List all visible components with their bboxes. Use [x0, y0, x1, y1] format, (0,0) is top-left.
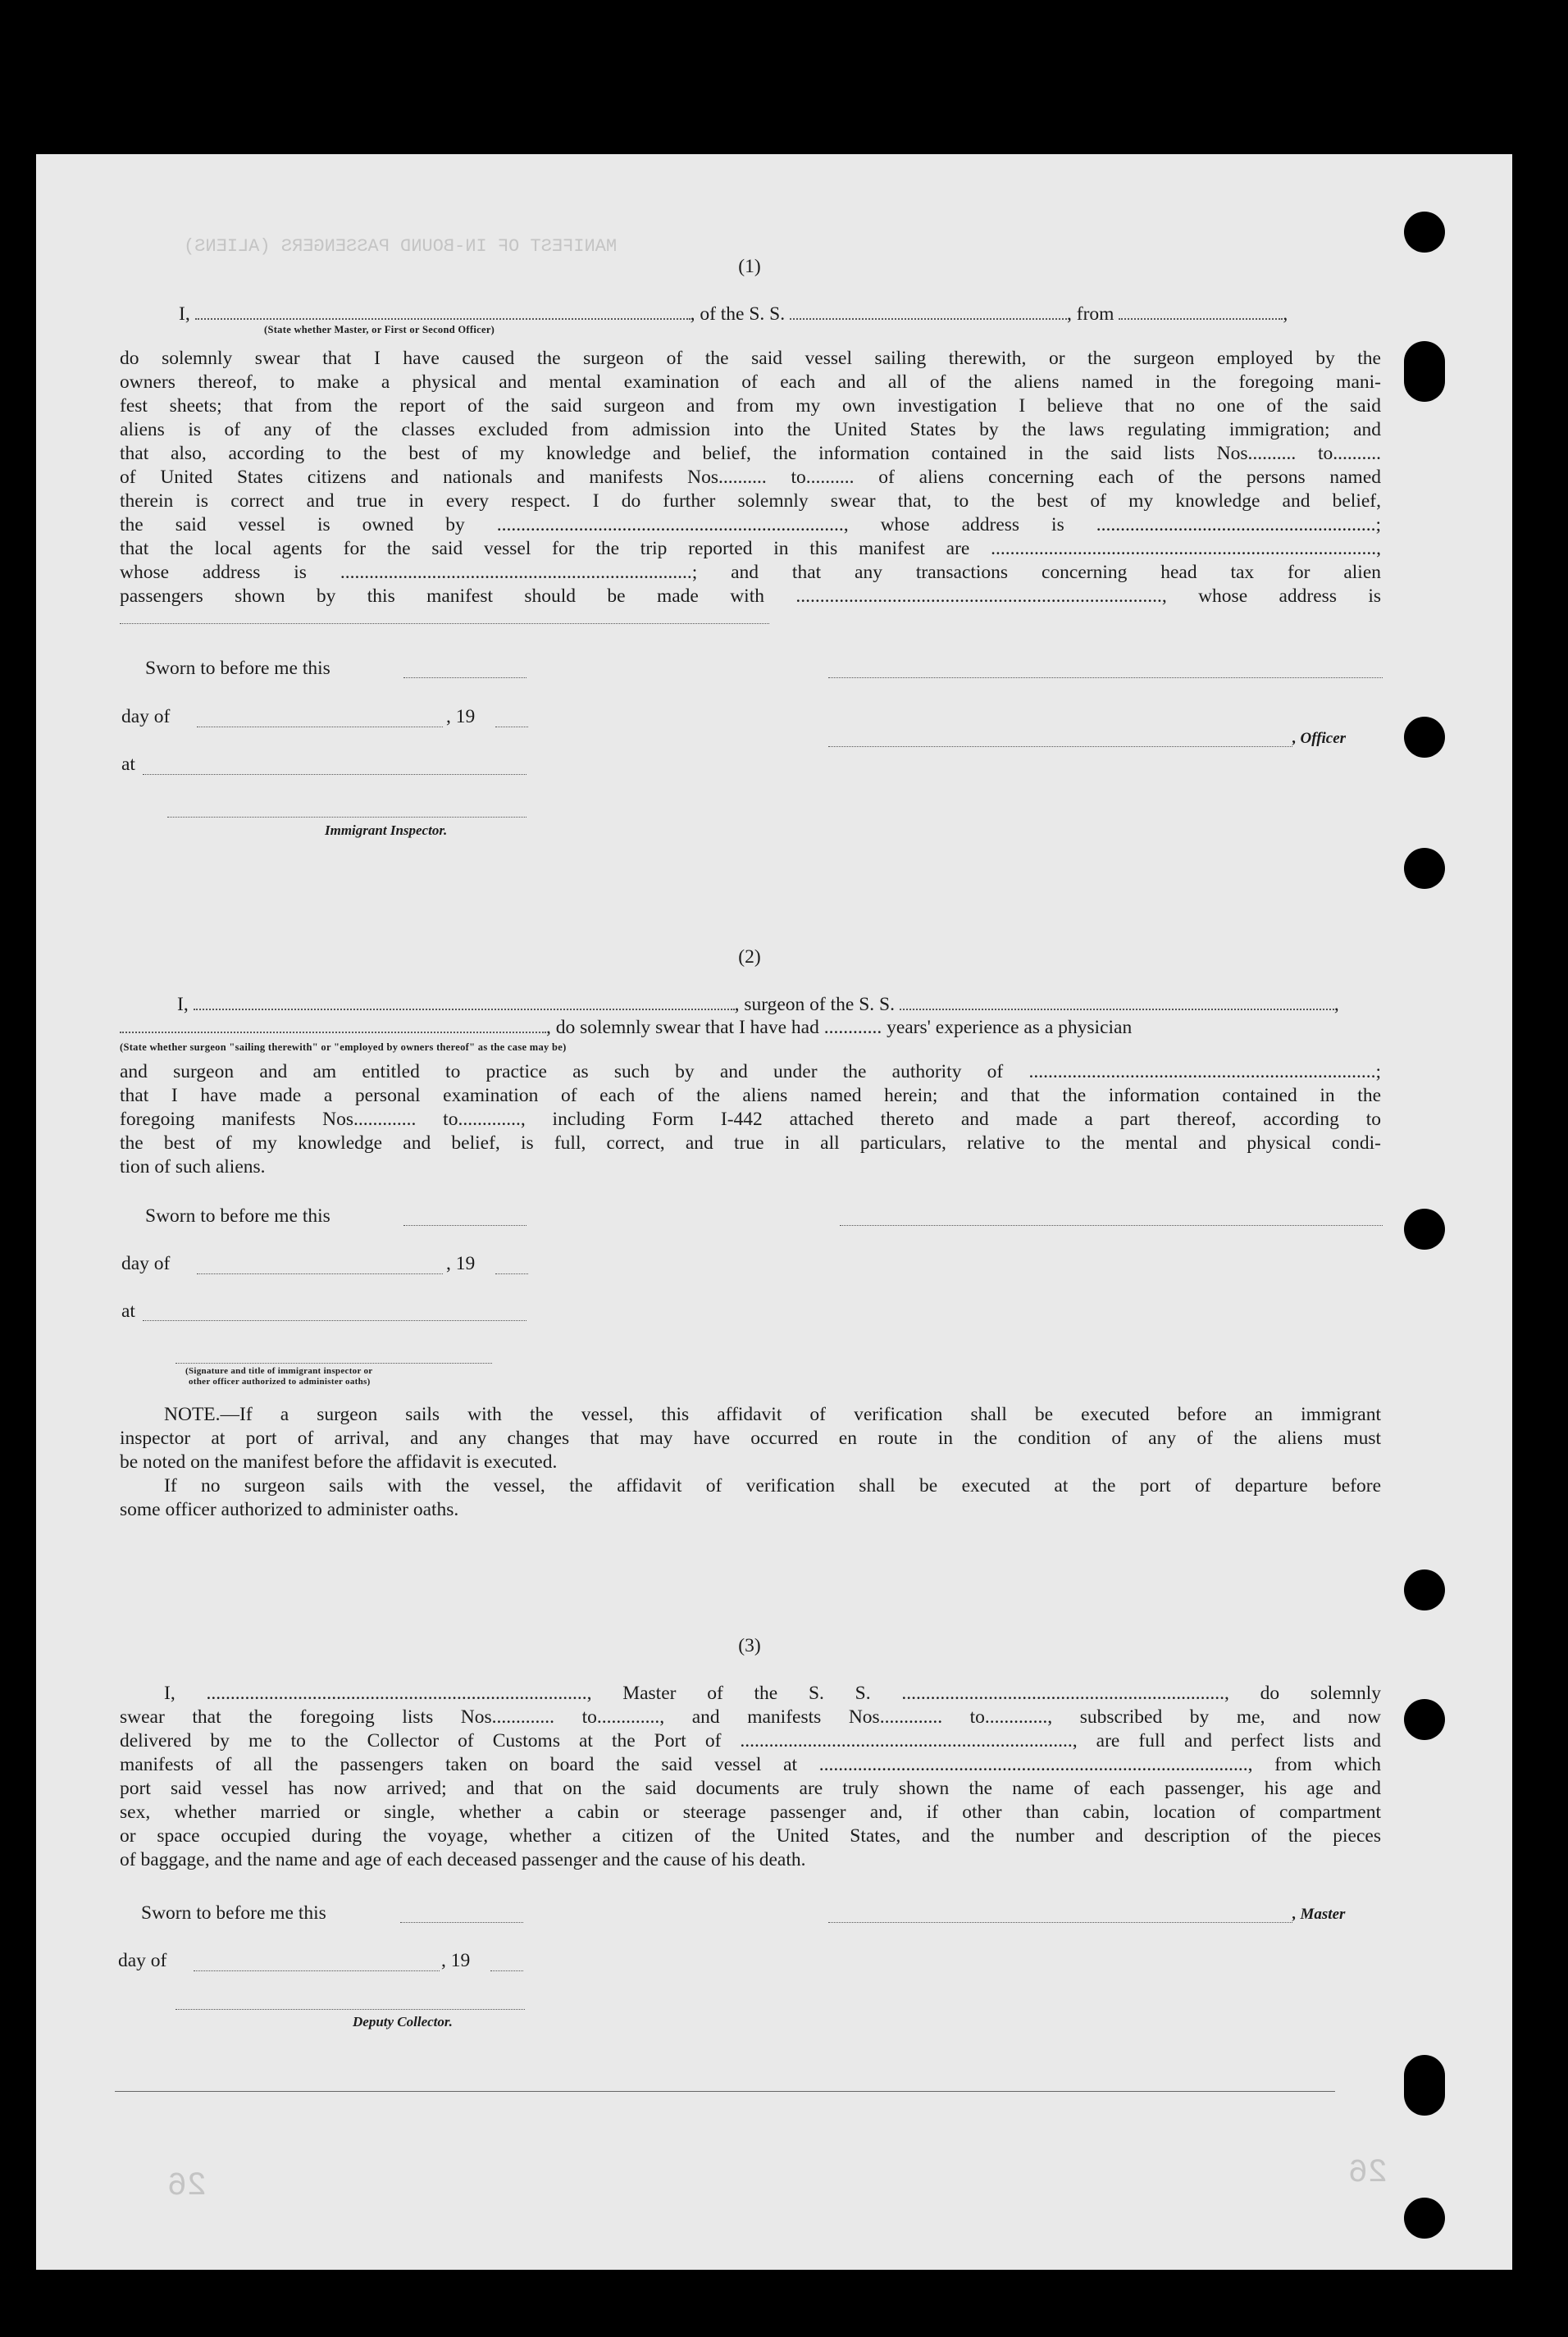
- inspector-signature-line: [167, 817, 526, 818]
- bleed-through-title: MANIFEST OF IN-BOUND PASSENGERS (ALIENS): [184, 236, 618, 257]
- binder-hole: [1404, 212, 1445, 253]
- sworn-label: Sworn to before me this: [141, 1902, 326, 1924]
- master-label: , Master: [1292, 1906, 1346, 1923]
- at-label: at: [121, 754, 135, 775]
- surgeon-type-caption: (State whether surgeon "sailing therewith" or "employed by owners thereof" as the case may be): [120, 1041, 567, 1053]
- year-blank: [495, 1273, 528, 1274]
- collector-label: Deputy Collector.: [353, 2014, 453, 2029]
- bleed-through-number: 26: [167, 2168, 207, 2205]
- binder-hole: [1404, 2198, 1445, 2239]
- surgeon-experience-line: , do solemnly swear that I have had ............ years' experience as a physician: [120, 1018, 1381, 1038]
- at-blank: [143, 1320, 526, 1321]
- binder-hole: [1404, 717, 1445, 758]
- officer-label: , Officer: [1292, 730, 1347, 747]
- section-number: (3): [738, 1635, 761, 1656]
- binder-hole: [1404, 1699, 1445, 1740]
- master-signature-line: [828, 1922, 1292, 1923]
- surgeon-oath-line: I, , surgeon of the S. S. ,: [177, 994, 1339, 1015]
- signature-caption: other officer authorized to administer oaths): [189, 1377, 371, 1387]
- binder-hole: [1404, 2055, 1445, 2116]
- officer-signature-line: [828, 677, 1383, 678]
- bleed-through-number: 26: [1348, 2155, 1388, 2192]
- manifest-page: MANIFEST OF IN-BOUND PASSENGERS (ALIENS) 26 26 (1) I, , of the S. S. , from , (State whether Master, or First or Second Officer) do solemnly swear that I have caused the surgeon of the said vessel sailing therewith, or the surgeon employed by the owners thereof, to make a physical and mental examination of each and all of the aliens named in the foregoing mani- fest sheets; that from the report of the said surgeon and from my own investigation I believe that no one of the said aliens is of any of the classes excluded from admission into the United States by the laws regulating immigration; and that also, according to the best of my knowledge and belief, the information contained in the said lists Nos.......... to.......... of United States citizens and nationals and manifests Nos.......... to.......... of aliens concerning each of the persons named therein is correct and true in every respect. I do further solemnly swear that, to the best of my knowledge and belief, the said vessel is owned by ........................................................................, whose address is ..........................................................; that the local agents for the said vessel for the trip reported in this manifest are ................................................................................, whose address is .........................................................................; and that any transactions concerning head tax for alien passengers shown by this manifest should be made with ............................................................................, whose address is Sworn to before me this day of , 19 , Officer at Immigrant Inspector. (2) I, , surgeon of the S. S. , , do solemnly swear that I have had ............ years' experience as a physician (State whether surgeon "sailing therewith" or "employed by owners thereof" as the case may be) and surgeon and am entitled to practice as such by and under the authority of ........................................................................; that I have made a personal examination of each of the aliens named herein; and that the information contained in the foregoing manifests Nos............. to............., including Form I-442 attached thereto and made a part thereof, according to the best of my knowledge and belief, is full, correct, and true in all particulars, relative to the mental and physical condi- tion of such aliens. Sworn to before me this day of , 19 at (Signature and title of immigrant inspector or other officer authorized to administer oaths) NOTE.—If a surgeon sails with the vessel, this affidavit of verification shall be executed before an immigrant inspector at port of arrival, and any changes that may have occurred en route in the condition of any of the aliens must be noted on the manifest before the affidavit is executed. If no surgeon sails with the vessel, the affidavit of verification shall be executed at the port of departure before some officer authorized to administer oaths. (3) I, ..............................................................................., Master of the S. S. ..................................................................., do solemnly swear that the foregoing lists Nos............. to............., and manifests Nos............. to............., subscribed by me, and now delivered by me to the Collector of Customs at the Port of ....................................................................., are full and perfect lists and manifests of all the passengers taken on board the said vessel at ........................................................................................., from which port said vessel has now arrived; and that on the said documents are truly shown the name of each passenger, his age and sex, whether married or single, whether a cabin or steerage passenger and, if other than cabin, location of compartment or space occupied during the voyage, whether a citizen of the United States, and the number and description of the pieces of baggage, and the name and age of each deceased passenger and the cause of his death. Sworn to before me this , Master day of , 19 Deputy Collector.: [36, 154, 1512, 2270]
- section-number: (1): [738, 256, 761, 277]
- sworn-blank: [403, 677, 526, 678]
- sworn-blank: [403, 1225, 526, 1226]
- day-of-label: day of: [121, 706, 171, 727]
- surgeon-signature-line: [840, 1225, 1383, 1226]
- inspector-signature-line: [175, 1363, 492, 1364]
- signature-caption: (Signature and title of immigrant inspector or: [185, 1366, 373, 1376]
- sworn-blank: [400, 1922, 523, 1923]
- binder-hole: [1404, 341, 1445, 402]
- address-blank-line: [120, 623, 769, 624]
- officer-signature-line: [828, 746, 1292, 747]
- binder-hole: [1404, 848, 1445, 889]
- year-blank: [490, 1970, 523, 1971]
- day-of-label: day of: [118, 1950, 167, 1971]
- bottom-rule: [115, 2091, 1335, 2092]
- at-blank: [143, 774, 526, 775]
- inspector-label: Immigrant Inspector.: [325, 822, 448, 838]
- collector-signature-line: [175, 2009, 525, 2010]
- sworn-label: Sworn to before me this: [145, 658, 330, 679]
- year-label: , 19: [446, 706, 476, 727]
- year-label: , 19: [441, 1950, 471, 1971]
- binder-hole: [1404, 1209, 1445, 1250]
- binder-hole: [1404, 1569, 1445, 1610]
- officer-rank-caption: (State whether Master, or First or Second Officer): [264, 324, 495, 335]
- section-number: (2): [738, 946, 761, 968]
- day-of-blank: [194, 1970, 440, 1971]
- at-label: at: [121, 1301, 135, 1322]
- day-of-label: day of: [121, 1253, 171, 1274]
- officer-oath-line: I, , of the S. S. , from ,: [179, 303, 1288, 325]
- sworn-label: Sworn to before me this: [145, 1205, 330, 1227]
- year-label: , 19: [446, 1253, 476, 1274]
- day-of-blank: [197, 1273, 443, 1274]
